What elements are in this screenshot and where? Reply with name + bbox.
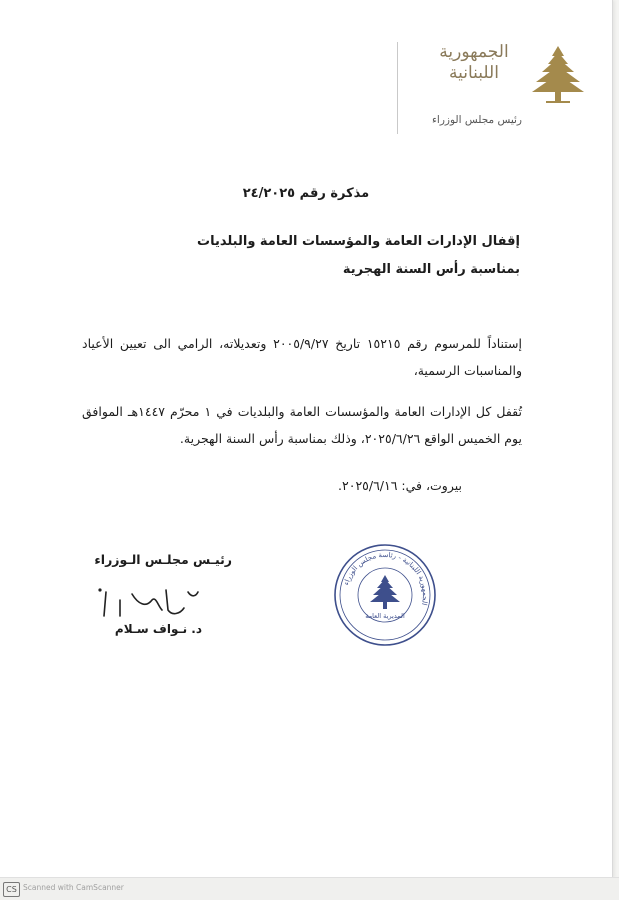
place-and-date: بيروت، في: ٢٠٢٥/٦/١٦. <box>338 478 462 493</box>
letterhead-divider <box>397 42 398 134</box>
official-stamp-seal <box>332 542 438 648</box>
memo-subject <box>160 228 520 284</box>
memo-number: مذكرة رقم ٢٤/٢٠٢٥ <box>242 186 370 201</box>
signer-name: د. نـواف سـلام <box>114 622 202 636</box>
scanner-watermark-text: Scanned with CamScanner <box>23 883 124 892</box>
paragraph-legal-basis: إستناداً للمرسوم رقم ١٥٢١٥ تاريخ ٢٠٠٥/٩/٢٧ وتعديلاته، الرامي الى تعيين الأعياد والمناسبات الرسمية، <box>82 336 522 378</box>
cedar-emblem-icon <box>530 44 586 106</box>
subject-line-2: بمناسبة رأس السنة الهجرية <box>342 262 520 277</box>
stamp-inner-text: المديرية العامة <box>365 612 405 620</box>
handwritten-signature <box>92 580 202 622</box>
office-label: رئيس مجلس الوزراء <box>431 114 522 126</box>
scanner-footer <box>0 877 619 900</box>
paragraph-closure: تُقفل كل الإدارات العامة والمؤسسات العامة والبلديات في ١ محرّم ١٤٤٧هـ الموافق يوم الخميس الواقع ٢٠٢٥/٦/٢٦، وذلك بمناسبة رأس السنة الهجرية. <box>82 404 522 446</box>
republic-emblem-text: الجمهورية اللبنانية <box>439 42 509 83</box>
stamp-ring-text: الجمهورية اللبنانية - رئاسة مجلس الوزراء <box>342 550 430 606</box>
signer-title: رئيـس مجلـس الـوزراء <box>94 552 232 567</box>
letterhead <box>397 38 592 138</box>
camscanner-logo-icon: CS <box>3 882 20 897</box>
subject-line-1: إقفال الإدارات العامة والمؤسسات العامة والبلديات <box>197 234 520 249</box>
